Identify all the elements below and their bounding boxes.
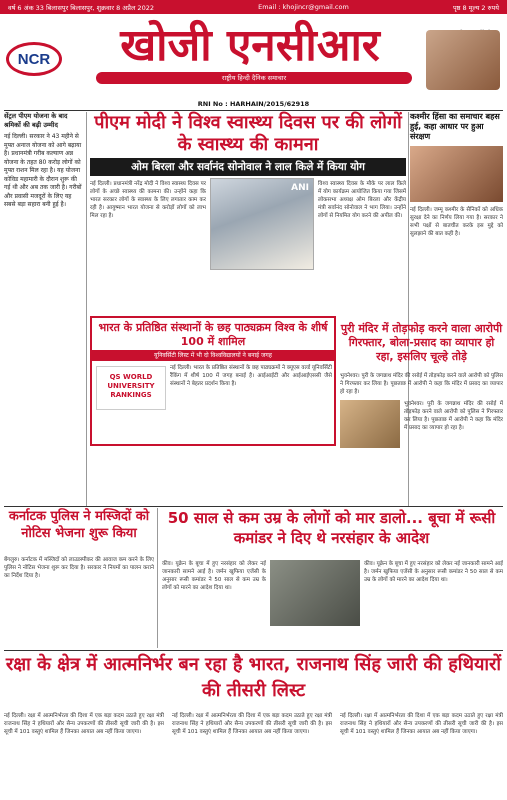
main-story-body-right: विश्व स्वास्थ्य दिवस के मौके पर लाल किले में योग कार्यक्रम आयोजित किया गया जिसमें लोकसभा अध्यक्ष ओम बिरला और केंद्रीय मंत्री सर्वानंद सोनोवाल ने भाग लिया। उन्होंने लोगों से नियमित योग करने की अपील की। xyxy=(318,181,406,219)
logo-text: NCR xyxy=(17,50,51,68)
column-divider xyxy=(86,112,87,506)
syllabus-headline: भारत के प्रतिष्ठित संस्थानों के छह पाठ्यक्रम विश्व के शीर्ष 100 में शामिल xyxy=(98,321,328,348)
russia-body-left: कीव। यूक्रेन के बूचा में हुए नरसंहार को लेकर नई जानकारी सामने आई है। जर्मन खुफिया एजेंसी के अनुसार रूसी कमांडर ने 50 साल से कम उम्र के लोगों को मारने का आदेश दिया था। xyxy=(162,561,266,591)
issue-info: वर्ष 6 अंक 33 बिलासपुर बिलासपुर, शुक्रवार 8 अप्रैल 2022 xyxy=(8,3,154,12)
right-column xyxy=(410,112,503,322)
defence-body-col2: नई दिल्ली। रक्षा में आत्मनिर्भरता की दिशा में एक बड़ा कदम उठाते हुए रक्षा मंत्री राजनाथ सिंह ने हथियारों और सैन्य उपकरणों की तीसरी सूची जारी की है। इस सूची में 101 वस्तुएं शामिल हैं जिनका आयात अब नहीं किया जाएगा। xyxy=(172,713,332,735)
puri-body: भुवनेश्वर। पुरी के जगन्नाथ मंदिर की रसोई में तोड़फोड़ करने वाले आरोपी को पुलिस ने गिरफ्तार कर लिया है। पूछताछ में आरोपी ने कहा कि मंदिर में प्रसाद का व्यापार हो रहा है। xyxy=(340,373,503,395)
divider xyxy=(4,650,503,651)
masthead-photo xyxy=(426,30,500,90)
masthead-band: राष्ट्रीय हिन्दी दैनिक समाचार xyxy=(96,72,412,84)
russia-body-right: कीव। यूक्रेन के बूचा में हुए नरसंहार को लेकर नई जानकारी सामने आई है। जर्मन खुफिया एजेंसी के अनुसार रूसी कमांडर ने 50 साल से कम उम्र के लोगों को मारने का आदेश दिया था। xyxy=(364,561,503,583)
karnataka-body: बेंगलुरु। कर्नाटक में मस्जिदों को लाउडस्पीकर की आवाज कम करने के लिए पुलिस ने नोटिस भेजना शुरू कर दिया है। सरकार ने नियमों का पालन कराने का निर्देश दिया है। xyxy=(4,557,154,579)
divider xyxy=(4,506,503,507)
photo-credit: ANI xyxy=(291,183,309,193)
rankings-logo-text: QS WORLD UNIVERSITY RANKINGS xyxy=(107,373,155,399)
left-column xyxy=(4,112,84,506)
puri-temple-photo xyxy=(340,400,400,448)
qs-rankings-logo xyxy=(96,366,166,410)
defence-body-col1: नई दिल्ली। रक्षा में आत्मनिर्भरता की दिशा में एक बड़ा कदम उठाते हुए रक्षा मंत्री राजनाथ सिंह ने हथियारों और सैन्य उपकरणों की तीसरी सूची जारी की है। इस सूची में 101 वस्तुएं शामिल हैं जिनका आयात अब नहीं किया जाएगा। xyxy=(4,713,164,735)
top-info-bar xyxy=(0,0,507,14)
main-headline: पीएम मोदी ने विश्व स्वास्थ्य दिवस पर की लोगों के स्वास्थ्य की कामना xyxy=(94,112,402,155)
divider xyxy=(4,110,503,111)
email-link[interactable]: Email : khojincr@gmail.com xyxy=(258,3,349,11)
syllabus-body: नई दिल्ली। भारत के प्रतिष्ठित संस्थानों के छह पाठ्यक्रमों ने क्यूएस वर्ल्ड यूनिवर्सिटी रैंकिंग में शीर्ष 100 में जगह बनाई है। आईआईटी और आईआईएससी जैसे संस्थानों ने बेहतर प्रदर्शन किया है। xyxy=(170,365,332,387)
right-column-body: नई दिल्ली। जम्मू कश्मीर के सैनिकों को अधिक सुरक्षा देने का निर्णय लिया गया है। सरकार ने सभी पक्षों से बातचीत करके इस मुद्दे को सुलझाने की बात कही है। xyxy=(410,207,503,237)
main-story-body-left: नई दिल्ली। प्रधानमंत्री नरेंद्र मोदी ने विश्व स्वास्थ्य दिवस पर लोगों के अच्छे स्वास्थ्य की कामना की। उन्होंने कहा कि भारत सरकार लोगों के स्वास्थ्य के लिए लगातार काम कर रही है। आयुष्मान भारत योजना से करोड़ों लोगों को लाभ मिल रहा है। xyxy=(90,181,206,219)
left-column-body: नई दिल्ली। सरकार ने 43 महीने से मुफ्त अनाज योजना को आगे बढ़ाया है। प्रधानमंत्री गरीब कल्याण अन्न योजना के तहत 80 करोड़ लोगों को मुफ्त राशन मिल रहा है। यह योजना कोविड महामारी के दौरान शुरू की गई थी और अब तक जारी है। गरीबों और प्रवासी मजदूरों के लिए यह सबसे बड़ा सहारा बनी हुई है। xyxy=(4,133,82,208)
newspaper-title: खोजी एनसीआर xyxy=(120,20,380,71)
pm-modi-photo xyxy=(210,178,314,270)
right-column-headline: कश्मीर हिंसा का समाचार बहस हुई, कहा आधार पर हुआ संरक्षण xyxy=(410,112,500,141)
price-info: पृष्ठ 8 मूल्य 2 रुपये xyxy=(452,3,499,12)
column-divider xyxy=(157,508,158,648)
right-column-photo xyxy=(410,146,503,202)
karnataka-headline: कर्नाटक पुलिस ने मस्जिदों को नोटिस भेजना शुरू किया xyxy=(8,509,150,541)
russia-headline: 50 साल से कम उम्र के लोगों को मार डालो... बूचा में रूसी कमांडर ने दिए थे नरसंहार के आदेश xyxy=(167,509,496,547)
defence-headline: रक्षा के क्षेत्र में आत्मनिर्भर बन रहा है भारत, राजनाथ सिंह जारी की हथियारों की तीसरी लिस्ट xyxy=(5,654,502,701)
bucha-photo xyxy=(270,560,360,626)
defence-body-col3: नई दिल्ली। रक्षा में आत्मनिर्भरता की दिशा में एक बड़ा कदम उठाते हुए रक्षा मंत्री राजनाथ सिंह ने हथियारों और सैन्य उपकरणों की तीसरी सूची जारी की है। इस सूची में 101 वस्तुएं शामिल हैं जिनका आयात अब नहीं किया जाएगा। xyxy=(340,713,503,735)
left-column-headline: सेंट्रल पीएम योजना के बाद श्रमिकों की बढ़ी उम्मीद xyxy=(4,112,68,129)
main-subheadline: ओम बिरला और सर्वानंद सोनोवाल ने लाल किले में किया योग xyxy=(90,158,406,176)
puri-body-continued: भुवनेश्वर। पुरी के जगन्नाथ मंदिर की रसोई में तोड़फोड़ करने वाले आरोपी को पुलिस ने गिरफ्तार कर लिया है। पूछताछ में आरोपी ने कहा कि मंदिर में प्रसाद का व्यापार हो रहा है। xyxy=(404,401,503,431)
syllabus-strip: यूनिवर्सिटी लिस्ट में भी दो विश्वविद्यालयों ने बनाई जगह xyxy=(90,350,336,361)
ncr-logo-icon xyxy=(6,42,62,76)
rni-number: RNI No : HARHAIN/2015/62918 xyxy=(197,100,310,108)
puri-headline: पुरी मंदिर में तोड़फोड़ करने वाला आरोपी गिरफ्तार, बोला-प्रसाद का व्यापार हो रहा, इसलिए चूल्हे तोड़े xyxy=(340,322,503,363)
